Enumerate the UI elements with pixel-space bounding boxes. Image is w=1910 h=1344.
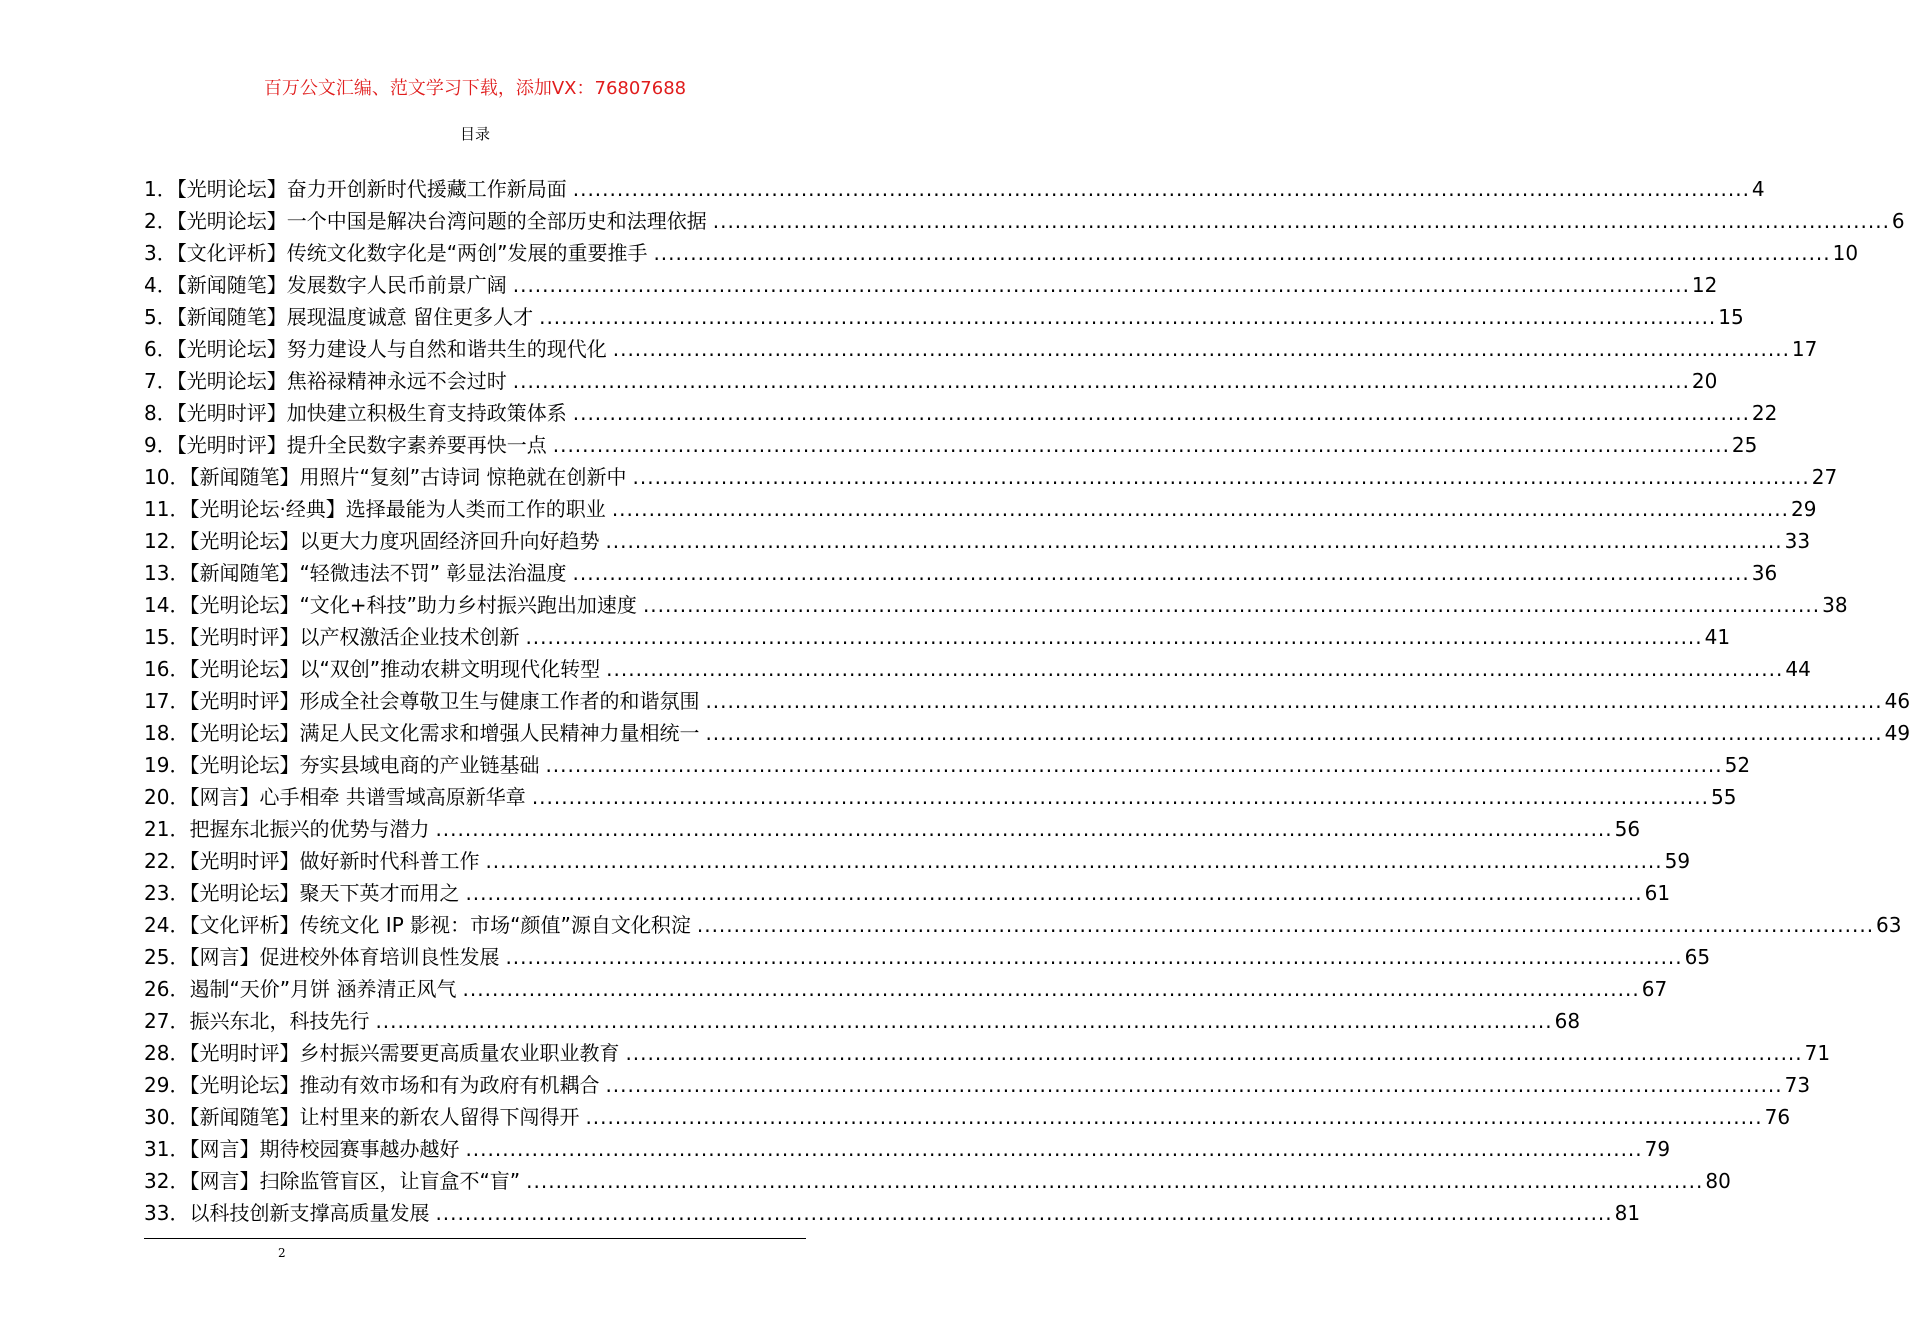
toc-entry-title: 24．【文化评析】传统文化 IP 影视：市场“颜值”源自文化积淀: [144, 913, 691, 937]
toc-leader-dots: [713, 205, 1890, 237]
toc-entry-title: 14．【光明论坛】“文化+科技”助力乡村振兴跑出加速度: [144, 593, 637, 617]
toc-entry[interactable]: [144, 525, 1811, 557]
toc-entry-title: 4．【新闻随笔】发展数字人民币前景广阔: [144, 273, 507, 297]
toc-entry-title: 13．【新闻随笔】“轻微违法不罚” 彰显法治温度: [144, 561, 567, 585]
toc-entry-page: 73: [1784, 1073, 1811, 1097]
toc-entry[interactable]: [144, 877, 1671, 909]
toc-entry-page: 25: [1731, 433, 1758, 457]
toc-entry-title: 29．【光明论坛】推动有效市场和有为政府有机耦合: [144, 1073, 600, 1097]
toc-entry-page: 79: [1644, 1137, 1671, 1161]
toc-leader-dots: [525, 621, 1702, 653]
toc-entry-title: 8．【光明时评】加快建立积极生育支持政策体系: [144, 401, 567, 425]
toc-entry[interactable]: [144, 781, 1737, 813]
toc-entry[interactable]: [144, 461, 1838, 493]
toc-leader-dots: [633, 461, 1810, 493]
toc-entry[interactable]: [144, 301, 1744, 333]
toc-entry-title: 12．【光明论坛】以更大力度巩固经济回升向好趋势: [144, 529, 600, 553]
toc-entry-page: 49: [1884, 721, 1910, 745]
toc-entry-page: 44: [1785, 657, 1811, 681]
toc-entry[interactable]: [144, 909, 1902, 941]
toc-entry[interactable]: [144, 1005, 1581, 1037]
toc-entry-title: 15．【光明时评】以产权激活企业技术创新: [144, 625, 520, 649]
toc-entry-page: 71: [1804, 1041, 1831, 1065]
toc-leader-dots: [539, 301, 1716, 333]
toc-entry-page: 33: [1784, 529, 1811, 553]
toc-leader-dots: [585, 1101, 1762, 1133]
toc-entry-title: 2．【光明论坛】一个中国是解决台湾问题的全部历史和法理依据: [144, 209, 707, 233]
toc-leader-dots: [625, 1037, 1802, 1069]
toc-leader-dots: [573, 557, 1750, 589]
toc-leader-dots: [573, 173, 1750, 205]
toc-entry-title: 11．【光明论坛·经典】选择最能为人类而工作的职业: [144, 497, 606, 521]
toc-entry[interactable]: [144, 1197, 1641, 1229]
toc-entry-title: 23．【光明论坛】聚天下英才而用之: [144, 881, 460, 905]
toc-entry-page: 4: [1751, 177, 1765, 201]
toc-leader-dots: [643, 589, 1820, 621]
toc-entry-page: 52: [1724, 753, 1751, 777]
toc-leader-dots: [605, 1069, 1782, 1101]
toc-entry[interactable]: [144, 941, 1711, 973]
toc-entry-title: 18．【光明论坛】满足人民文化需求和增强人民精神力量相统一: [144, 721, 700, 745]
toc-entry-page: 41: [1704, 625, 1731, 649]
toc-entry[interactable]: [144, 1101, 1791, 1133]
toc-entry-title: 5．【新闻随笔】展现温度诚意 留住更多人才: [144, 305, 534, 329]
toc-entry[interactable]: [144, 973, 1668, 1005]
toc-entry-page: 65: [1684, 945, 1711, 969]
toc-entry-title: 3．【文化评析】传统文化数字化是“两创”发展的重要推手: [144, 241, 648, 265]
toc-leader-dots: [465, 1133, 1642, 1165]
page-number: 2: [278, 1246, 286, 1260]
toc-entry-page: 46: [1884, 689, 1910, 713]
toc-entry[interactable]: [144, 1069, 1811, 1101]
toc-entry[interactable]: [144, 237, 1859, 269]
toc-entry[interactable]: [144, 557, 1778, 589]
toc-entry-title: 28．【光明时评】乡村振兴需要更高质量农业职业教育: [144, 1041, 620, 1065]
toc-entry-page: 81: [1614, 1201, 1641, 1225]
toc-entry-page: 29: [1791, 497, 1817, 521]
toc-entry[interactable]: [144, 749, 1751, 781]
toc-entry-page: 15: [1718, 305, 1744, 329]
toc-entry-title: 19．【光明论坛】夯实县域电商的产业链基础: [144, 753, 540, 777]
toc-leader-dots: [653, 237, 1830, 269]
toc-entry-page: 38: [1822, 593, 1848, 617]
toc-entry-title: 17．【光明时评】形成全社会尊敬卫生与健康工作者的和谐氛围: [144, 689, 700, 713]
toc-entry-page: 67: [1641, 977, 1668, 1001]
toc-leader-dots: [465, 877, 1642, 909]
toc-leader-dots: [605, 525, 1782, 557]
toc-entry-title: 30．【新闻随笔】让村里来的新农人留得下闯得开: [144, 1105, 580, 1129]
toc-entry-title: 26．遏制“天价”月饼 涵养清正风气: [144, 977, 457, 1001]
toc-entry-page: 6: [1891, 209, 1905, 233]
toc-leader-dots: [705, 717, 1882, 749]
toc-leader-dots: [532, 781, 1709, 813]
toc-leader-dots: [705, 685, 1882, 717]
toc-entry-page: 12: [1691, 273, 1718, 297]
toc-entry-title: 9．【光明时评】提升全民数字素养要再快一点: [144, 433, 547, 457]
toc-entry[interactable]: [144, 717, 1910, 749]
toc-entry-title: 20．【网言】心手相牵 共谱雪域高原新华章: [144, 785, 526, 809]
toc-entry-page: 68: [1554, 1009, 1581, 1033]
toc-entry[interactable]: [144, 205, 1905, 237]
toc-entry[interactable]: [144, 1037, 1831, 1069]
toc-leader-dots: [573, 397, 1750, 429]
footer-divider: [144, 1238, 806, 1239]
toc-entry-page: 20: [1691, 369, 1718, 393]
toc-leader-dots: [375, 1005, 1552, 1037]
toc-entry-title: 6．【光明论坛】努力建设人与自然和谐共生的现代化: [144, 337, 607, 361]
toc-leader-dots: [612, 493, 1789, 525]
toc-leader-dots: [435, 813, 1612, 845]
toc-leader-dots: [553, 429, 1730, 461]
toc-entry-page: 61: [1644, 881, 1671, 905]
toc-leader-dots: [463, 973, 1640, 1005]
toc-leader-dots: [513, 269, 1690, 301]
toc-entry-title: 7．【光明论坛】焦裕禄精神永远不会过时: [144, 369, 507, 393]
toc-entry[interactable]: [144, 429, 1758, 461]
toc-entry[interactable]: [144, 685, 1910, 717]
toc-leader-dots: [435, 1197, 1612, 1229]
toc-entry-title: 22．【光明时评】做好新时代科普工作: [144, 849, 480, 873]
toc-entry[interactable]: [144, 333, 1818, 365]
toc-entry-page: 63: [1876, 913, 1902, 937]
toc-leader-dots: [545, 749, 1722, 781]
toc-entry-page: 56: [1614, 817, 1641, 841]
toc-leader-dots: [505, 941, 1682, 973]
toc-entry-title: 33．以科技创新支撑高质量发展: [144, 1201, 430, 1225]
toc-entry[interactable]: [144, 397, 1778, 429]
toc-entry[interactable]: [144, 493, 1817, 525]
toc-entry-title: 21．把握东北振兴的优势与潜力: [144, 817, 430, 841]
toc-entry[interactable]: [144, 813, 1641, 845]
toc-entry-title: 25．【网言】促进校外体育培训良性发展: [144, 945, 500, 969]
toc-entry[interactable]: [144, 653, 1811, 685]
toc-leader-dots: [613, 333, 1790, 365]
toc-entry-page: 80: [1705, 1169, 1731, 1193]
toc-entry-page: 17: [1791, 337, 1818, 361]
toc-entry-title: 1．【光明论坛】奋力开创新时代援藏工作新局面: [144, 177, 567, 201]
toc-entry-title: 31．【网言】期待校园赛事越办越好: [144, 1137, 460, 1161]
toc-entry-title: 32．【网言】扫除监管盲区，让盲盒不“盲”: [144, 1169, 521, 1193]
toc-entry[interactable]: [144, 621, 1731, 653]
toc-leader-dots: [526, 1165, 1703, 1197]
toc-leader-dots: [697, 909, 1874, 941]
toc-entry[interactable]: [144, 845, 1691, 877]
toc-entry-page: 76: [1764, 1105, 1791, 1129]
toc-entry-title: 16．【光明论坛】以“双创”推动农耕文明现代化转型: [144, 657, 601, 681]
toc-entry[interactable]: [144, 269, 1718, 301]
toc-leader-dots: [606, 653, 1783, 685]
table-of-contents: [144, 173, 1910, 1229]
toc-entry-page: 22: [1751, 401, 1778, 425]
header-banner: 百万公文汇编、范文学习下载，添加VX：76807688: [263, 78, 687, 99]
toc-entry-page: 59: [1664, 849, 1691, 873]
toc-entry-page: 27: [1811, 465, 1838, 489]
toc-entry-title: 27．振兴东北，科技先行: [144, 1009, 370, 1033]
toc-entry[interactable]: [144, 1165, 1731, 1197]
toc-entry-title: 10．【新闻随笔】用照片“复刻”古诗词 惊艳就在创新中: [144, 465, 627, 489]
toc-entry-page: 55: [1711, 785, 1737, 809]
toc-entry[interactable]: [144, 365, 1718, 397]
toc-entry[interactable]: [144, 1133, 1671, 1165]
toc-entry-page: 36: [1751, 561, 1778, 585]
toc-leader-dots: [485, 845, 1662, 877]
toc-entry[interactable]: [144, 589, 1848, 621]
toc-title: 目录: [459, 125, 490, 143]
toc-leader-dots: [513, 365, 1690, 397]
toc-entry[interactable]: [144, 173, 1765, 205]
toc-entry-page: 10: [1832, 241, 1859, 265]
